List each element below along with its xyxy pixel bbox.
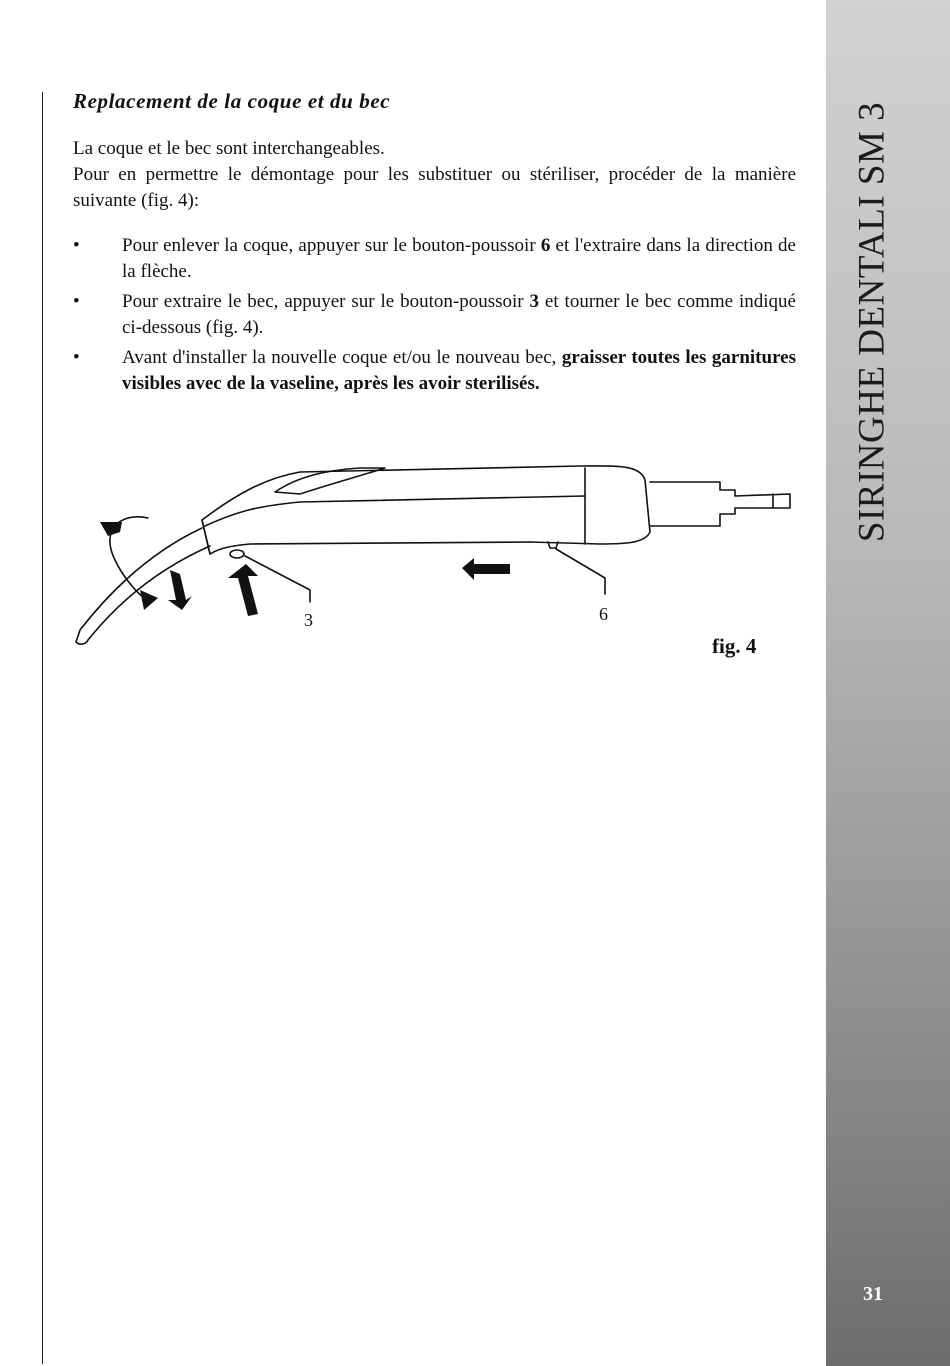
figure-caption: fig. 4 — [712, 634, 757, 658]
instruction-bold: 3 — [529, 291, 540, 312]
intro-line-1: La coque et le bec sont interchangeables. — [73, 138, 385, 159]
instruction-text: et l'extraire dans la direction de la flèche. — [122, 235, 796, 282]
section-side-title: SIRINGHE DENTALI SM 3 — [851, 101, 893, 543]
instruction-item-remove-tip — [73, 289, 796, 341]
instruction-list — [73, 233, 796, 401]
callout-6: 6 — [599, 604, 608, 624]
left-margin-rule — [42, 92, 43, 1364]
instruction-bold: 6 — [540, 235, 551, 256]
syringe-diagram — [60, 450, 800, 670]
bullet-icon: • — [73, 291, 80, 312]
callout-3: 3 — [304, 610, 313, 630]
instruction-text: Avant d'installer la nouvelle coque et/ou le nouveau bec, — [122, 347, 562, 368]
intro-paragraph — [73, 136, 796, 214]
direction-arrow-icon — [462, 558, 510, 580]
page-number: 31 — [863, 1283, 883, 1305]
press-arrow-icon — [228, 564, 258, 616]
syringe-connector-icon — [650, 482, 790, 526]
instruction-text: Pour extraire le bec, appuyer sur le bouton-poussoir — [122, 291, 530, 312]
syringe-tip-icon — [76, 528, 210, 644]
bullet-icon: • — [73, 235, 80, 256]
instruction-item-remove-shell — [73, 233, 796, 285]
button-3-icon — [230, 550, 244, 558]
instruction-text: Pour enlever la coque, appuyer sur le bouton-poussoir — [122, 235, 541, 256]
bullet-icon: • — [73, 347, 80, 368]
section-heading: Replacement de la coque et du bec — [73, 89, 391, 113]
instruction-text: et tourner le bec comme indiqué ci-dessous (fig. 4). — [122, 291, 796, 338]
intro-line-2: Pour en permettre le démontage pour les substituer ou stériliser, procéder de la manière suivante (fig. 4): — [73, 164, 796, 211]
instruction-item-grease — [73, 345, 796, 397]
instruction-bold: graisser toutes les garnitures visibles avec de la vaseline, après les avoir sterilisés. — [122, 347, 796, 394]
syringe-shell-icon — [202, 466, 650, 554]
